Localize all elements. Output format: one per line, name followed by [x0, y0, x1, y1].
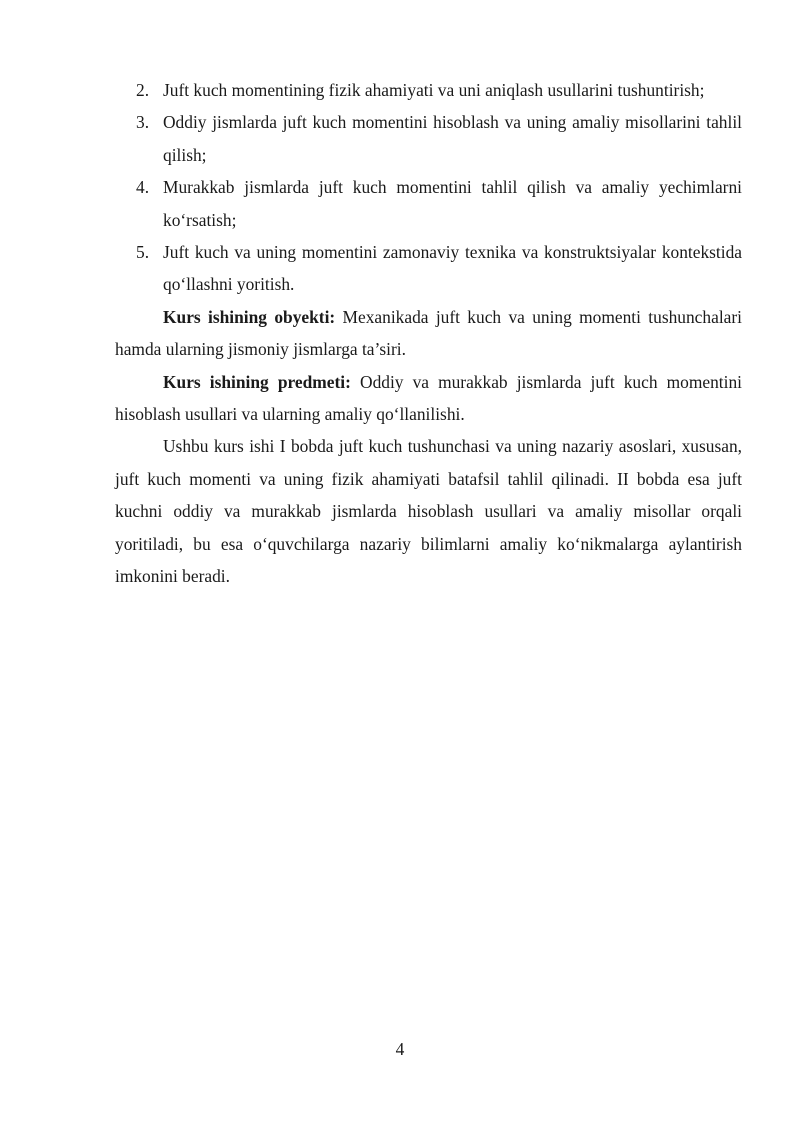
list-item-text: Murakkab jismlarda juft kuch momentini tahlil qilish va amaliy yechimlarni ko‘rsatish;	[163, 177, 742, 230]
object-text: Mexanikada juft kuch va uning momenti tushunchalari hamda ularning jismoniy jismlarga ta’siri.	[115, 306, 742, 360]
subject-label: Kurs ishining predmeti:	[163, 371, 351, 392]
list-item-number: 2.	[136, 80, 150, 100]
list-item-number: 3.	[136, 112, 150, 133]
subject-paragraph	[115, 366, 742, 431]
object-paragraph	[115, 301, 742, 366]
list-item-text: Juft kuch momentining fizik ahamiyati va uni aniqlash usullarini tushuntirish;	[163, 80, 705, 100]
list-item	[115, 171, 742, 236]
list-item-text: Juft kuch va uning momentini zamonaviy texnika va konstruktsiyalar kontekstida qo‘llashni yoritish.	[163, 242, 742, 295]
list-item-text: Oddiy jismlarda juft kuch momentini hisoblash va uning amaliy misollarini tahlil qilish;	[163, 112, 742, 165]
summary-paragraph: Ushbu kurs ishi I bobda juft kuch tushunchasi va uning nazariy asoslari, xususan, juft kuch momenti va uning fizik ahamiyati batafsil tahlil qilinadi. II bobda esa juft kuchni oddiy va murakkab jismlarda hisoblash usullari va amaliy misollar orqali yoritiladi, bu esa o‘quvchilarga nazariy bilimlarni amaliy ko‘nikmalarga aylantirish imkonini beradi.	[115, 436, 742, 587]
page-content	[115, 74, 742, 593]
objectives-list	[115, 74, 742, 301]
list-item	[115, 106, 742, 171]
list-item-number: 5.	[136, 242, 150, 263]
list-item-number: 4.	[136, 177, 150, 198]
list-item	[115, 74, 742, 106]
subject-text: Oddiy va murakkab jismlarda juft kuch momentini hisoblash usullari va ularning amaliy qo‘llanilishi.	[115, 371, 742, 425]
page-number: 4	[395, 1039, 405, 1059]
list-item	[115, 236, 742, 301]
object-label: Kurs ishining obyekti:	[163, 306, 336, 327]
